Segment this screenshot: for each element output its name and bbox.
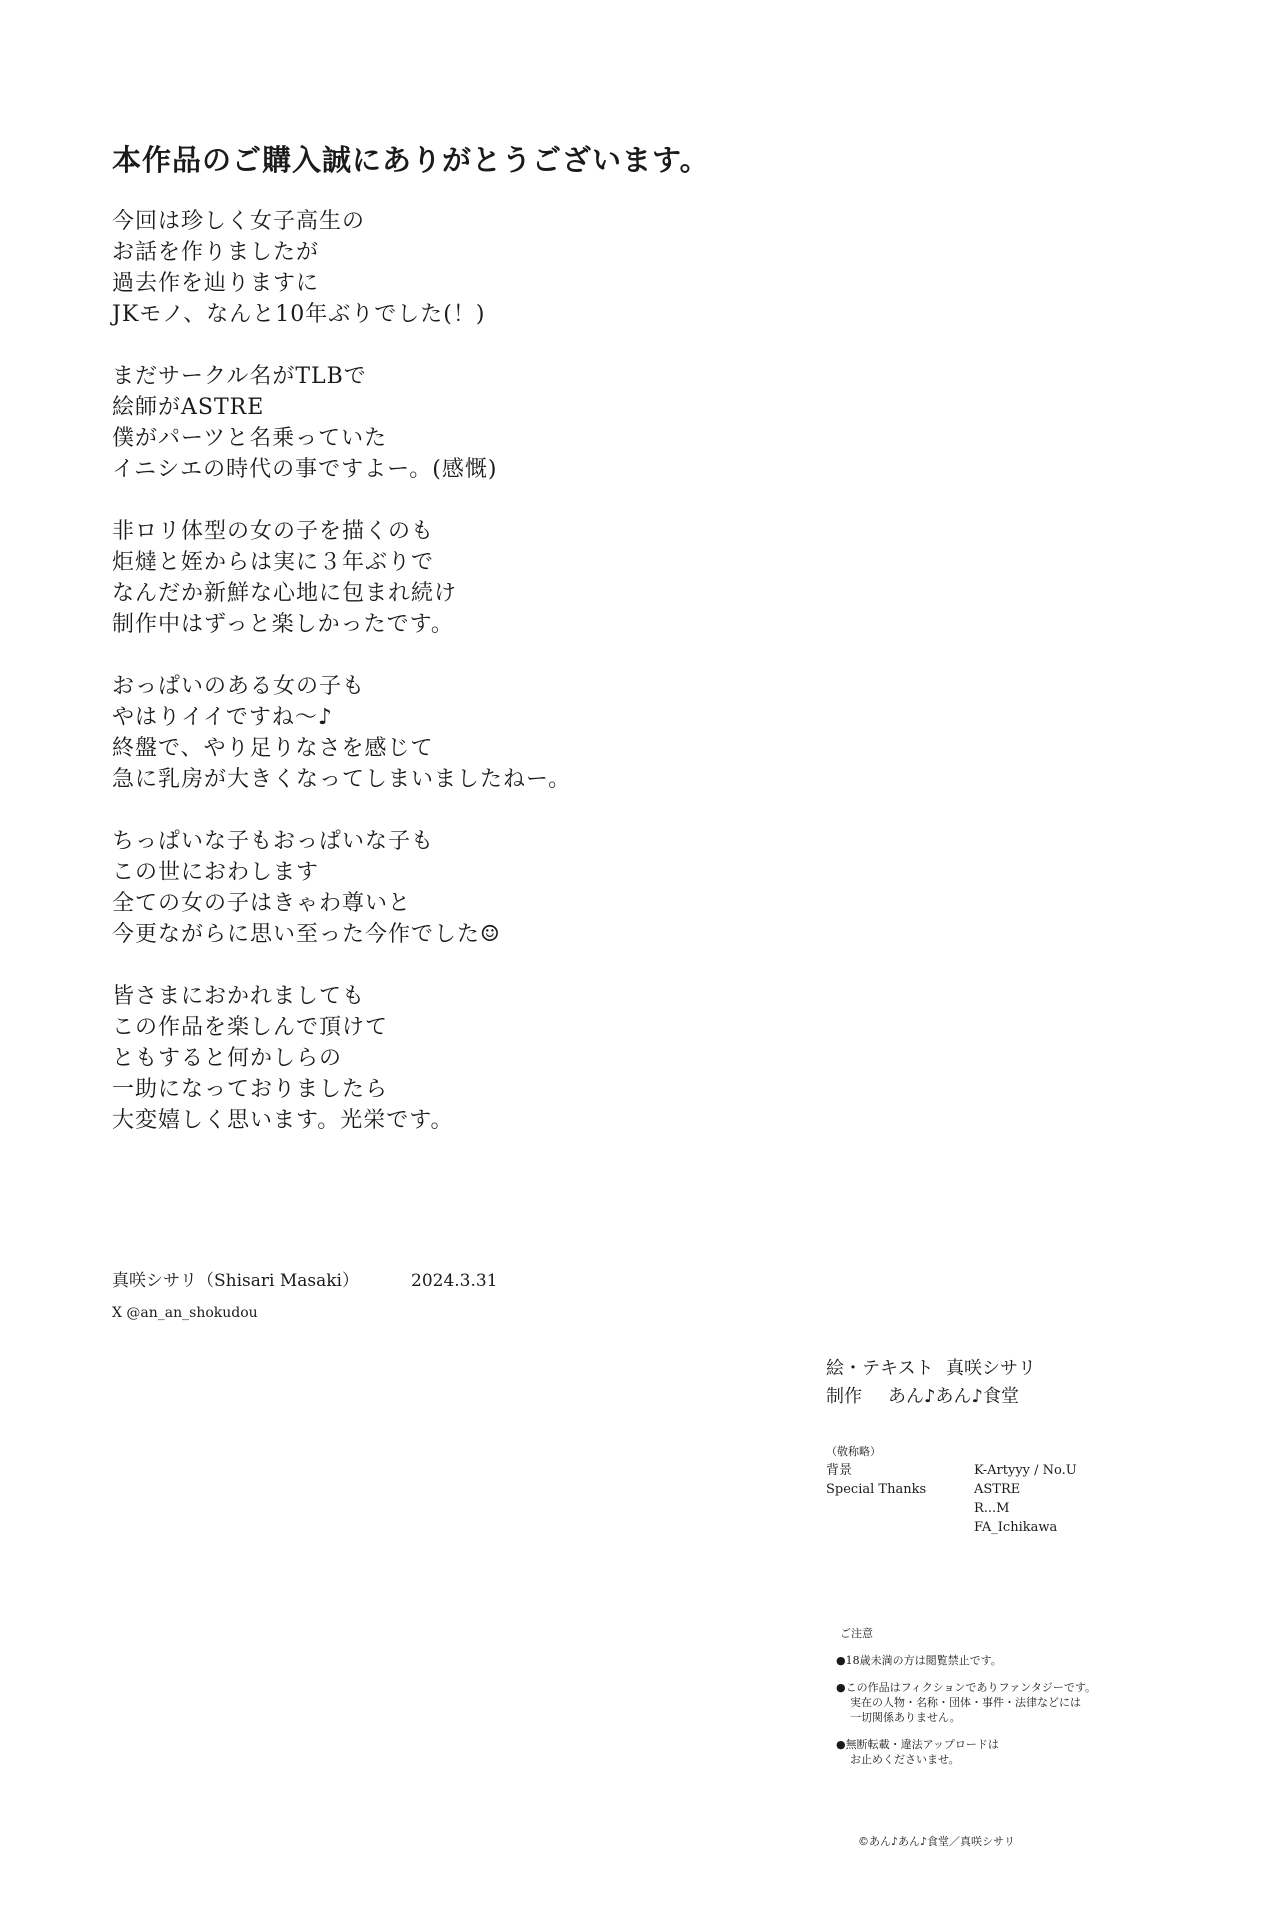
text-line: 炬燵と姪からは実に３年ぶりで: [112, 550, 435, 575]
notice-line: ●18歳未満の方は閲覧禁止です。: [836, 1654, 1002, 1667]
thanks-name: K-Artyyy / No.U: [974, 1463, 1077, 1478]
text-line: 終盤で、やり足りなさを感じて: [112, 736, 434, 761]
text-line: この作品を楽しんで頂けて: [112, 1015, 389, 1040]
notice-line: 実在の人物・名称・団体・事件・法律などには: [850, 1696, 1081, 1709]
author-name: 真咲シサリ（Shisari Masaki）: [112, 1271, 359, 1291]
text-line: この世におわします: [112, 860, 320, 885]
text-line: お話を作りましたが: [112, 240, 320, 265]
notice-item: [836, 1737, 1096, 1767]
text-line: ちっぱいな子もおっぱいな子も: [112, 829, 435, 854]
credits: [826, 1355, 1036, 1411]
notice-item: [836, 1680, 1096, 1725]
text-line: 過去作を辿りますに: [112, 271, 320, 296]
text-line: 皆さまにおかれましても: [112, 984, 366, 1009]
social-handle: X @an_an_shokudou: [112, 1305, 258, 1321]
thanks-name: ASTRE: [974, 1482, 1021, 1497]
credit-art-text: [826, 1355, 1036, 1383]
signature-date: 2024.3.31: [411, 1271, 498, 1291]
text-line: 制作中はずっと楽しかったです。: [112, 612, 454, 637]
credit-name: 真咲シサリ: [946, 1358, 1036, 1379]
text-line: 大変嬉しく思います。光栄です。: [112, 1108, 454, 1133]
special-thanks: [826, 1442, 1174, 1537]
notice-line: ●この作品はフィクションでありファンタジーです。: [836, 1681, 1096, 1694]
text-line: なんだか新鮮な心地に包まれ続け: [112, 581, 458, 606]
page-heading: 本作品のご購入誠にありがとうございます。: [112, 143, 710, 177]
thanks-labels: [826, 1461, 974, 1537]
text-line: 絵師がASTRE: [112, 395, 265, 420]
paragraph: [112, 826, 571, 950]
text-line: 僕がパーツと名乗っていた: [112, 426, 388, 451]
afterword-body: [112, 206, 571, 1167]
notice-section: [836, 1626, 1096, 1779]
thanks-name: FA_Ichikawa: [974, 1520, 1058, 1535]
text-line: 今回は珍しく女子高生の: [112, 209, 366, 234]
credit-name: あん♪あん♪食堂: [888, 1386, 1019, 1407]
notice-item: [836, 1653, 1096, 1668]
special-thanks-label: Special Thanks: [826, 1482, 927, 1497]
background-label: 背景: [826, 1463, 853, 1478]
copyright-notice: ©あん♪あん♪食堂／真咲シサリ: [858, 1835, 1016, 1848]
credit-role: 制作: [826, 1386, 862, 1407]
paragraph: [112, 981, 571, 1136]
signature: [112, 1267, 498, 1295]
text-line: イニシエの時代の事ですよー。(感慨): [112, 457, 498, 482]
notice-line: お止めくださいませ。: [850, 1753, 960, 1766]
thanks-name: R...M: [974, 1501, 1010, 1516]
text-line: 一助になっておりましたら: [112, 1077, 389, 1102]
text-line: 全ての女の子はきゃわ尊いと: [112, 891, 412, 916]
thanks-names: [974, 1461, 1174, 1537]
thanks-grid: [826, 1461, 1174, 1537]
notice-line: ●無断転載・違法アップロードは: [836, 1738, 999, 1751]
paragraph: [112, 516, 571, 640]
text-line: 非ロリ体型の女の子を描くのも: [112, 519, 435, 544]
credit-role: 絵・テキスト: [826, 1358, 934, 1379]
credit-production: [826, 1383, 1036, 1411]
notice-line: 一切関係ありません。: [850, 1711, 961, 1724]
text-line: 急に乳房が大きくなってしまいましたねー。: [112, 767, 572, 792]
paragraph: [112, 361, 571, 485]
notice-title: ご注意: [840, 1627, 873, 1640]
paragraph: [112, 206, 571, 330]
text-line: やはりイイですね～♪: [112, 705, 333, 730]
text-line: ともすると何かしらの: [112, 1046, 343, 1071]
text-line: JKモノ、なんと10年ぶりでした(！): [112, 302, 486, 327]
text-line: 今更ながらに思い至った今作でした☺: [112, 922, 501, 947]
text-line: まだサークル名がTLBで: [112, 364, 367, 389]
text-line: おっぱいのある女の子も: [112, 674, 366, 699]
honorifics-omitted-note: （敬称略）: [826, 1445, 881, 1458]
paragraph: [112, 671, 571, 795]
